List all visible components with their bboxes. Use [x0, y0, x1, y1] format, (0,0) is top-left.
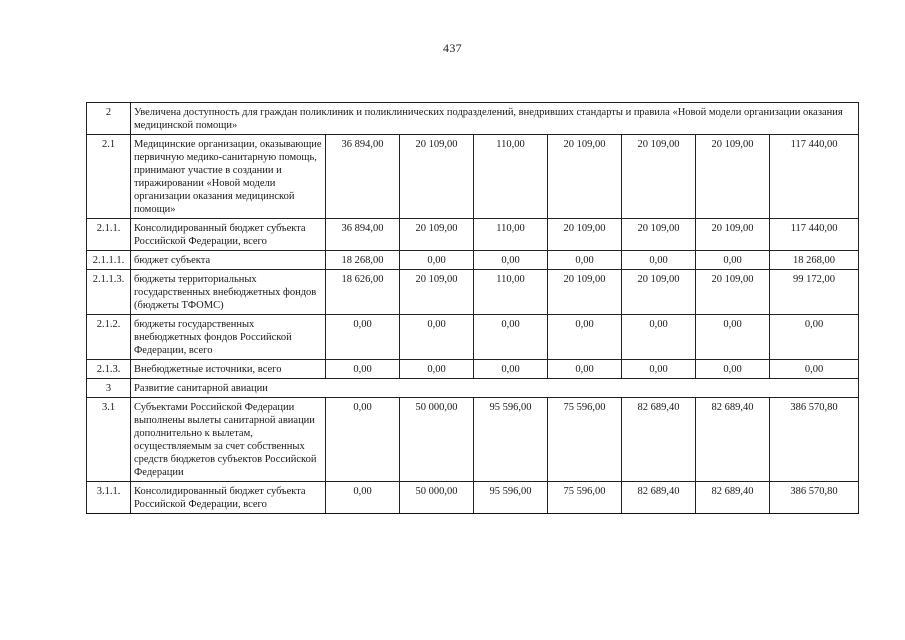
row-number: 2.1.1.: [87, 219, 131, 251]
value-cell: 20 109,00: [548, 270, 622, 315]
value-cell: 0,00: [696, 251, 770, 270]
total-cell: 18 268,00: [770, 251, 859, 270]
row-description: бюджет субъекта: [131, 251, 326, 270]
value-cell: 50 000,00: [400, 482, 474, 514]
value-cell: 0,00: [400, 315, 474, 360]
total-cell: 386 570,80: [770, 482, 859, 514]
value-cell: 20 109,00: [400, 270, 474, 315]
row-description: Медицинские организации, оказывающие первичную медико-санитарную помощь, принимают участие в создании и тиражировании «Новой модели организации оказания медицинской помощи»: [131, 135, 326, 219]
value-cell: 0,00: [326, 360, 400, 379]
row-number: 2.1: [87, 135, 131, 219]
section-row: [87, 379, 859, 398]
row-description: Консолидированный бюджет субъекта Российской Федерации, всего: [131, 482, 326, 514]
table-row: [87, 270, 859, 315]
value-cell: 0,00: [400, 251, 474, 270]
value-cell: 82 689,40: [622, 398, 696, 482]
row-number: 3.1: [87, 398, 131, 482]
value-cell: 0,00: [326, 315, 400, 360]
section-row: [87, 103, 859, 135]
value-cell: 36 894,00: [326, 135, 400, 219]
total-cell: 117 440,00: [770, 135, 859, 219]
value-cell: 0,00: [400, 360, 474, 379]
row-number: 2.1.3.: [87, 360, 131, 379]
budget-table: [86, 102, 859, 514]
total-cell: 99 172,00: [770, 270, 859, 315]
value-cell: 110,00: [474, 135, 548, 219]
row-number: 2.1.1.3.: [87, 270, 131, 315]
value-cell: 75 596,00: [548, 398, 622, 482]
row-number: 3: [87, 379, 131, 398]
value-cell: 20 109,00: [696, 270, 770, 315]
value-cell: 36 894,00: [326, 219, 400, 251]
row-number: 3.1.1.: [87, 482, 131, 514]
table-row: [87, 219, 859, 251]
table-row: [87, 135, 859, 219]
value-cell: 0,00: [696, 360, 770, 379]
value-cell: 20 109,00: [622, 135, 696, 219]
value-cell: 110,00: [474, 219, 548, 251]
value-cell: 20 109,00: [696, 135, 770, 219]
total-cell: 0,00: [770, 315, 859, 360]
row-description: Внебюджетные источники, всего: [131, 360, 326, 379]
page-number: 437: [443, 41, 462, 55]
value-cell: 75 596,00: [548, 482, 622, 514]
value-cell: 82 689,40: [622, 482, 696, 514]
value-cell: 20 109,00: [548, 135, 622, 219]
total-cell: 386 570,80: [770, 398, 859, 482]
table-row: [87, 315, 859, 360]
value-cell: 20 109,00: [548, 219, 622, 251]
row-number: 2: [87, 103, 131, 135]
value-cell: 0,00: [548, 251, 622, 270]
table-row: [87, 482, 859, 514]
row-number: 2.1.2.: [87, 315, 131, 360]
value-cell: 95 596,00: [474, 398, 548, 482]
value-cell: 20 109,00: [400, 219, 474, 251]
value-cell: 20 109,00: [622, 219, 696, 251]
value-cell: 20 109,00: [696, 219, 770, 251]
total-cell: 117 440,00: [770, 219, 859, 251]
value-cell: 0,00: [696, 315, 770, 360]
section-title: Развитие санитарной авиации: [131, 379, 859, 398]
value-cell: 95 596,00: [474, 482, 548, 514]
value-cell: 0,00: [474, 251, 548, 270]
value-cell: 20 109,00: [400, 135, 474, 219]
row-description: Субъектами Российской Федерации выполнены вылеты санитарной авиации дополнительно к вылетам, осуществляемым за счет собственных средств бюджетов субъектов Российской Федерации: [131, 398, 326, 482]
value-cell: 0,00: [548, 360, 622, 379]
value-cell: 0,00: [622, 315, 696, 360]
value-cell: 18 626,00: [326, 270, 400, 315]
value-cell: 0,00: [548, 315, 622, 360]
value-cell: 18 268,00: [326, 251, 400, 270]
row-description: бюджеты территориальных государственных внебюджетных фондов (бюджеты ТФОМС): [131, 270, 326, 315]
row-number: 2.1.1.1.: [87, 251, 131, 270]
value-cell: 110,00: [474, 270, 548, 315]
value-cell: 82 689,40: [696, 482, 770, 514]
section-title: Увеличена доступность для граждан поликлиник и поликлинических подразделений, внедривших стандарты и правила «Новой модели организации оказания медицинской помощи»: [131, 103, 859, 135]
total-cell: 0,00: [770, 360, 859, 379]
value-cell: 50 000,00: [400, 398, 474, 482]
value-cell: 0,00: [474, 315, 548, 360]
value-cell: 0,00: [622, 360, 696, 379]
value-cell: 20 109,00: [622, 270, 696, 315]
value-cell: 0,00: [474, 360, 548, 379]
value-cell: 0,00: [622, 251, 696, 270]
row-description: бюджеты государственных внебюджетных фондов Российской Федерации, всего: [131, 315, 326, 360]
value-cell: 82 689,40: [696, 398, 770, 482]
value-cell: 0,00: [326, 398, 400, 482]
table-row: [87, 251, 859, 270]
value-cell: 0,00: [326, 482, 400, 514]
table-row: [87, 398, 859, 482]
row-description: Консолидированный бюджет субъекта Российской Федерации, всего: [131, 219, 326, 251]
table-row: [87, 360, 859, 379]
